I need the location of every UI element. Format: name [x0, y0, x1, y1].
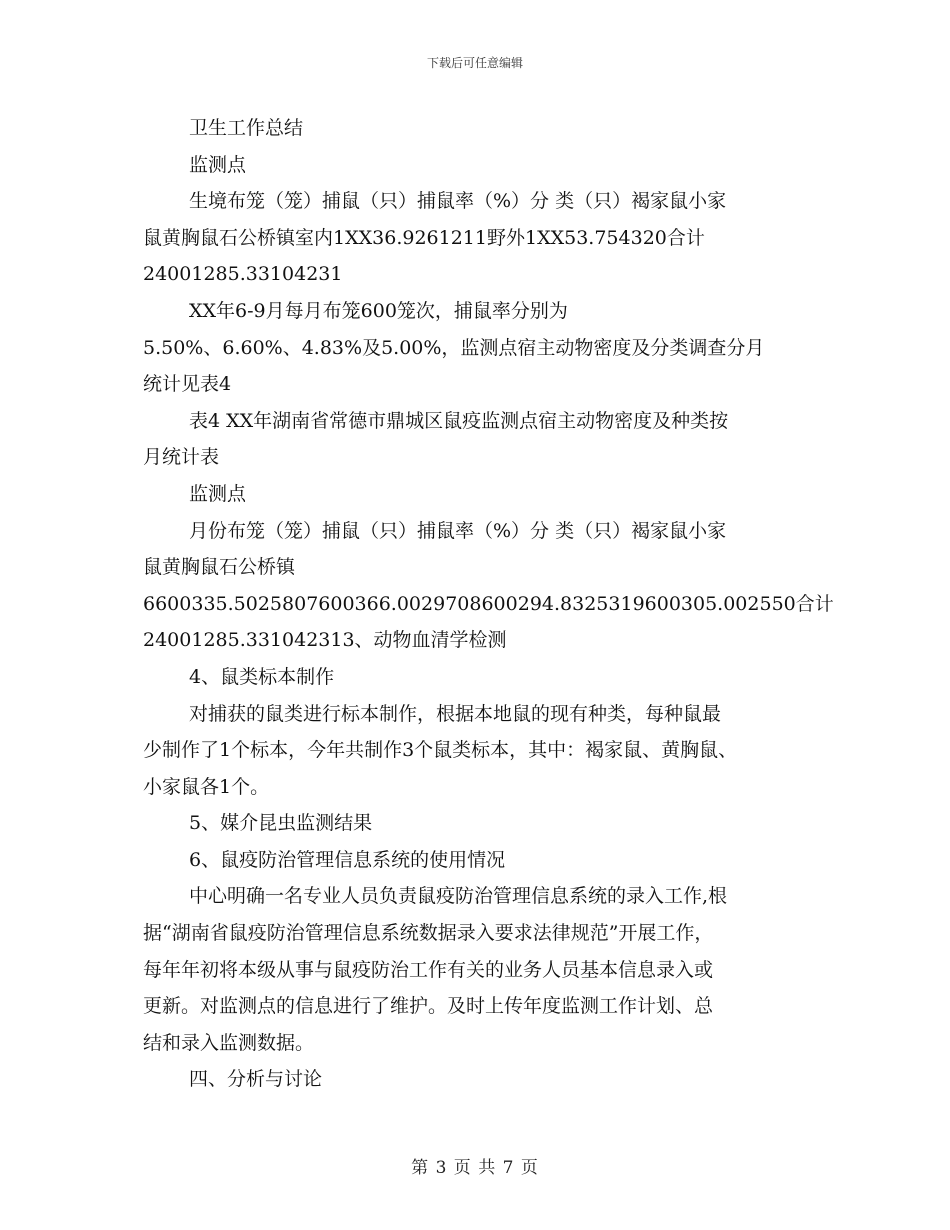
text-line: 每年年初将本级从事与鼠疫防治工作有关的业务人员基本信息录入或 [143, 958, 714, 981]
text-line: 卫生工作总结 [189, 117, 304, 139]
text-line: 月统计表 [143, 446, 220, 469]
text-line: 表4 XX年湖南省常德市鼎城区鼠疫监测点宿主动物密度及种类按 [189, 409, 729, 432]
text-line: XX年6-9月每月布笼600笼次，捕鼠率分别为 [189, 299, 568, 322]
text-line: 6600335.5025807600366.0029708600294.8325319600305.002550合计 [143, 592, 834, 615]
text-line: 结和录入监测数据。 [143, 1031, 315, 1054]
text-line: 更新。对监测点的信息进行了维护。及时上传年度监测工作计划、总 [143, 995, 714, 1018]
text-line: 5、媒介昆虫监测结果 [189, 812, 373, 835]
text-line: 24001285.33104231 [143, 263, 343, 286]
document-body [143, 110, 834, 1098]
text-line: 中心明确一名专业人员负责鼠疫防治管理信息系统的录入工作,根 [189, 885, 728, 908]
text-line: 少制作了1个标本，今年共制作3个鼠类标本，其中：褐家鼠、黄胸鼠、 [143, 739, 738, 762]
text-line: 小家鼠各1个。 [143, 775, 270, 798]
page-footer: 第 3 页 共 7 页 [411, 1158, 539, 1178]
text-line: 24001285.331042313、动物血清学检测 [143, 629, 507, 652]
text-line: 对捕获的鼠类进行标本制作，根据本地鼠的现有种类，每种鼠最 [189, 702, 722, 725]
text-line: 月份布笼（笼）捕鼠（只）捕鼠率（%）分 类（只）褐家鼠小家 [189, 519, 727, 542]
text-line: 鼠黄胸鼠石公桥镇 [143, 556, 296, 579]
text-line: 生境布笼（笼）捕鼠（只）捕鼠率（%）分 类（只）褐家鼠小家 [189, 190, 727, 213]
text-line: 监测点 [189, 153, 247, 176]
text-line: 四、分析与讨论 [189, 1068, 323, 1091]
text-line: 鼠黄胸鼠石公桥镇室内1XX36.9261211野外1XX53.754320合计 [143, 226, 705, 249]
page-header: 下载后可任意编辑 [426, 56, 523, 70]
text-line: 5.50%、6.60%、4.83%及5.00%，监测点宿主动物密度及分类调查分月 [143, 336, 765, 359]
text-line: 6、鼠疫防治管理信息系统的使用情况 [189, 848, 506, 871]
text-line: 统计见表4 [143, 373, 232, 396]
text-line: 监测点 [189, 482, 247, 505]
text-line: 据“湖南省鼠疫防治管理信息系统数据录入要求法律规范”开展工作， [143, 922, 714, 945]
text-line: 4、鼠类标本制作 [189, 665, 335, 688]
